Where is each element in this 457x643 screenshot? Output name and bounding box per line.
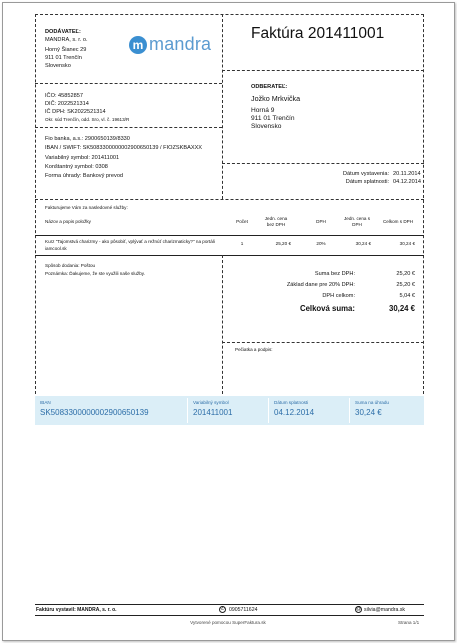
bank-iban-swift: IBAN / SWIFT: SK5083300000002900650139 / FIOZSKBAXXX [45, 145, 203, 151]
col-vat: DPH [316, 219, 326, 224]
items-header-line [35, 235, 424, 236]
sum-vat-value: 5,04 € [399, 293, 415, 299]
supplier-ico: IČO: 45852857 [45, 93, 83, 99]
item-vat: 20% [316, 241, 326, 246]
payment-vs-value: 201411001 [193, 408, 233, 417]
footer-generator: Vytvorené pomocou SuperFaktura.sk [190, 620, 266, 625]
summary-divider [222, 255, 223, 394]
top-border [35, 14, 424, 15]
payment-due [269, 396, 349, 425]
payment-amount-label: Suma na úhradu [355, 400, 389, 405]
payment-vs-label: Variabilný symbol [193, 400, 229, 405]
col-unit-ex: Jedn. cena bez DPH [264, 216, 288, 227]
sum-base-value: 25,20 € [396, 271, 415, 277]
bank-variable-symbol: Variabilný symbol: 201411001 [45, 155, 120, 161]
payment-vs [188, 396, 268, 425]
customer-name: Jožko Mrkvička [251, 94, 301, 103]
item-unit-inc: 30,24 € [355, 241, 371, 246]
sum-total-label: Celková suma: [299, 304, 355, 313]
payment-iban [35, 396, 187, 425]
ids-divider [35, 127, 222, 128]
supplier-register: Okr. súd Trenčín, odd. Sro, vl. č. 19613/R [45, 117, 130, 122]
footer-top-line [35, 604, 424, 605]
sum-vat-base-label: Základ dane pre 20% DPH: [286, 282, 355, 288]
header-divider [222, 14, 223, 199]
footer-bottom-line [35, 615, 424, 616]
title-divider [222, 70, 424, 71]
bank-account: Fio banka, a.s.: 2900650139/8330 [45, 136, 130, 142]
sum-vat-label: DPH celkom: [322, 293, 355, 299]
issued-label: Dátum vystavenia: [342, 171, 389, 177]
customer-divider [222, 163, 424, 164]
payment-box [35, 396, 424, 425]
payment-amount [350, 396, 424, 425]
customer-country: Slovensko [251, 123, 282, 130]
customer-street: Horná 9 [251, 107, 275, 114]
sum-vat-base-value: 25,20 € [396, 282, 415, 288]
supplier-name: MANDRA, s. r. o. [45, 37, 88, 43]
due-value: 04.12.2014 [393, 179, 421, 185]
item-name: Kurz "Tajomstvá charizmy - ako pôsobiť, vplývať a režnúť charizmaticky?" na portáli iamcool.sk [45, 239, 215, 251]
sum-total-value: 30,24 € [388, 304, 415, 313]
footer-page: Strana 1/1 [398, 620, 420, 625]
right-border [423, 14, 424, 394]
items-header [35, 213, 423, 235]
supplier-icdph: IČ DPH: SK2022521314 [45, 109, 106, 115]
payment-iban-value: SK5083300000002900650139 [40, 408, 149, 417]
col-total-inc: Celkom s DPH [382, 219, 414, 224]
col-count: Počet [236, 219, 248, 224]
supplier-heading: DODÁVATEĽ: [45, 29, 81, 35]
col-unit-inc: Jedn. cena s DPH [343, 216, 371, 227]
footer-phone: 0905711624 [229, 607, 258, 613]
stamp-label: Pečiatka a podpis: [235, 347, 273, 352]
stamp-divider [222, 342, 424, 343]
mandra-logo-text: mandra [149, 34, 212, 54]
item-count: 1 [240, 241, 244, 246]
email-icon: @ [356, 606, 362, 612]
customer-heading: ODBERATEĽ: [251, 84, 288, 90]
invoice-title: Faktúra 201411001 [251, 25, 385, 42]
header-bottom-divider [35, 199, 424, 200]
items-intro: Fakturujeme Vám za nasledovné služby: [45, 205, 128, 210]
item-total-inc: 30,24 € [399, 241, 415, 246]
supplier-dic: DIČ: 2022521314 [45, 101, 89, 107]
payment-due-label: Dátum splatnosti [274, 400, 309, 405]
footer-email: silvia@mandra.sk [364, 607, 406, 613]
delivery-method: Spôsob dodania: Poštou [45, 263, 96, 268]
note: Poznámka: Ďakujeme, že ste využili naše služby. [45, 271, 145, 276]
issued-value: 20.11.2014 [393, 171, 421, 177]
bank-payment-method: Forma úhrady: Bankový prevod [45, 173, 124, 179]
item-unit-ex: 25,20 € [275, 241, 291, 246]
footer-issuer: Faktúru vystavil: MANDRA, s. r. o. [36, 607, 117, 613]
customer-city: 911 01 Trenčín [251, 115, 295, 122]
phone-icon: ✆ [220, 606, 225, 612]
sum-base-label: Suma bez DPH: [314, 271, 355, 277]
supplier-divider [35, 83, 222, 84]
supplier-city: 911 01 Trenčín [45, 55, 82, 61]
items-bottom-line [35, 255, 424, 256]
mandra-logo-icon: m [129, 36, 147, 54]
supplier-country: Slovensko [45, 63, 71, 69]
invoice-page [2, 2, 455, 641]
payment-due-value: 04.12.2014 [274, 408, 315, 417]
due-label: Dátum splatnosti: [345, 179, 389, 185]
left-border [35, 14, 36, 394]
payment-iban-label: IBAN [40, 400, 51, 405]
supplier-street: Horný Šianec 29 [45, 47, 87, 53]
payment-amount-value: 30,24 € [355, 408, 382, 417]
bank-constant-symbol: Konštantný symbol: 0308 [45, 164, 108, 170]
col-name: Názov a popis položky [45, 219, 91, 224]
